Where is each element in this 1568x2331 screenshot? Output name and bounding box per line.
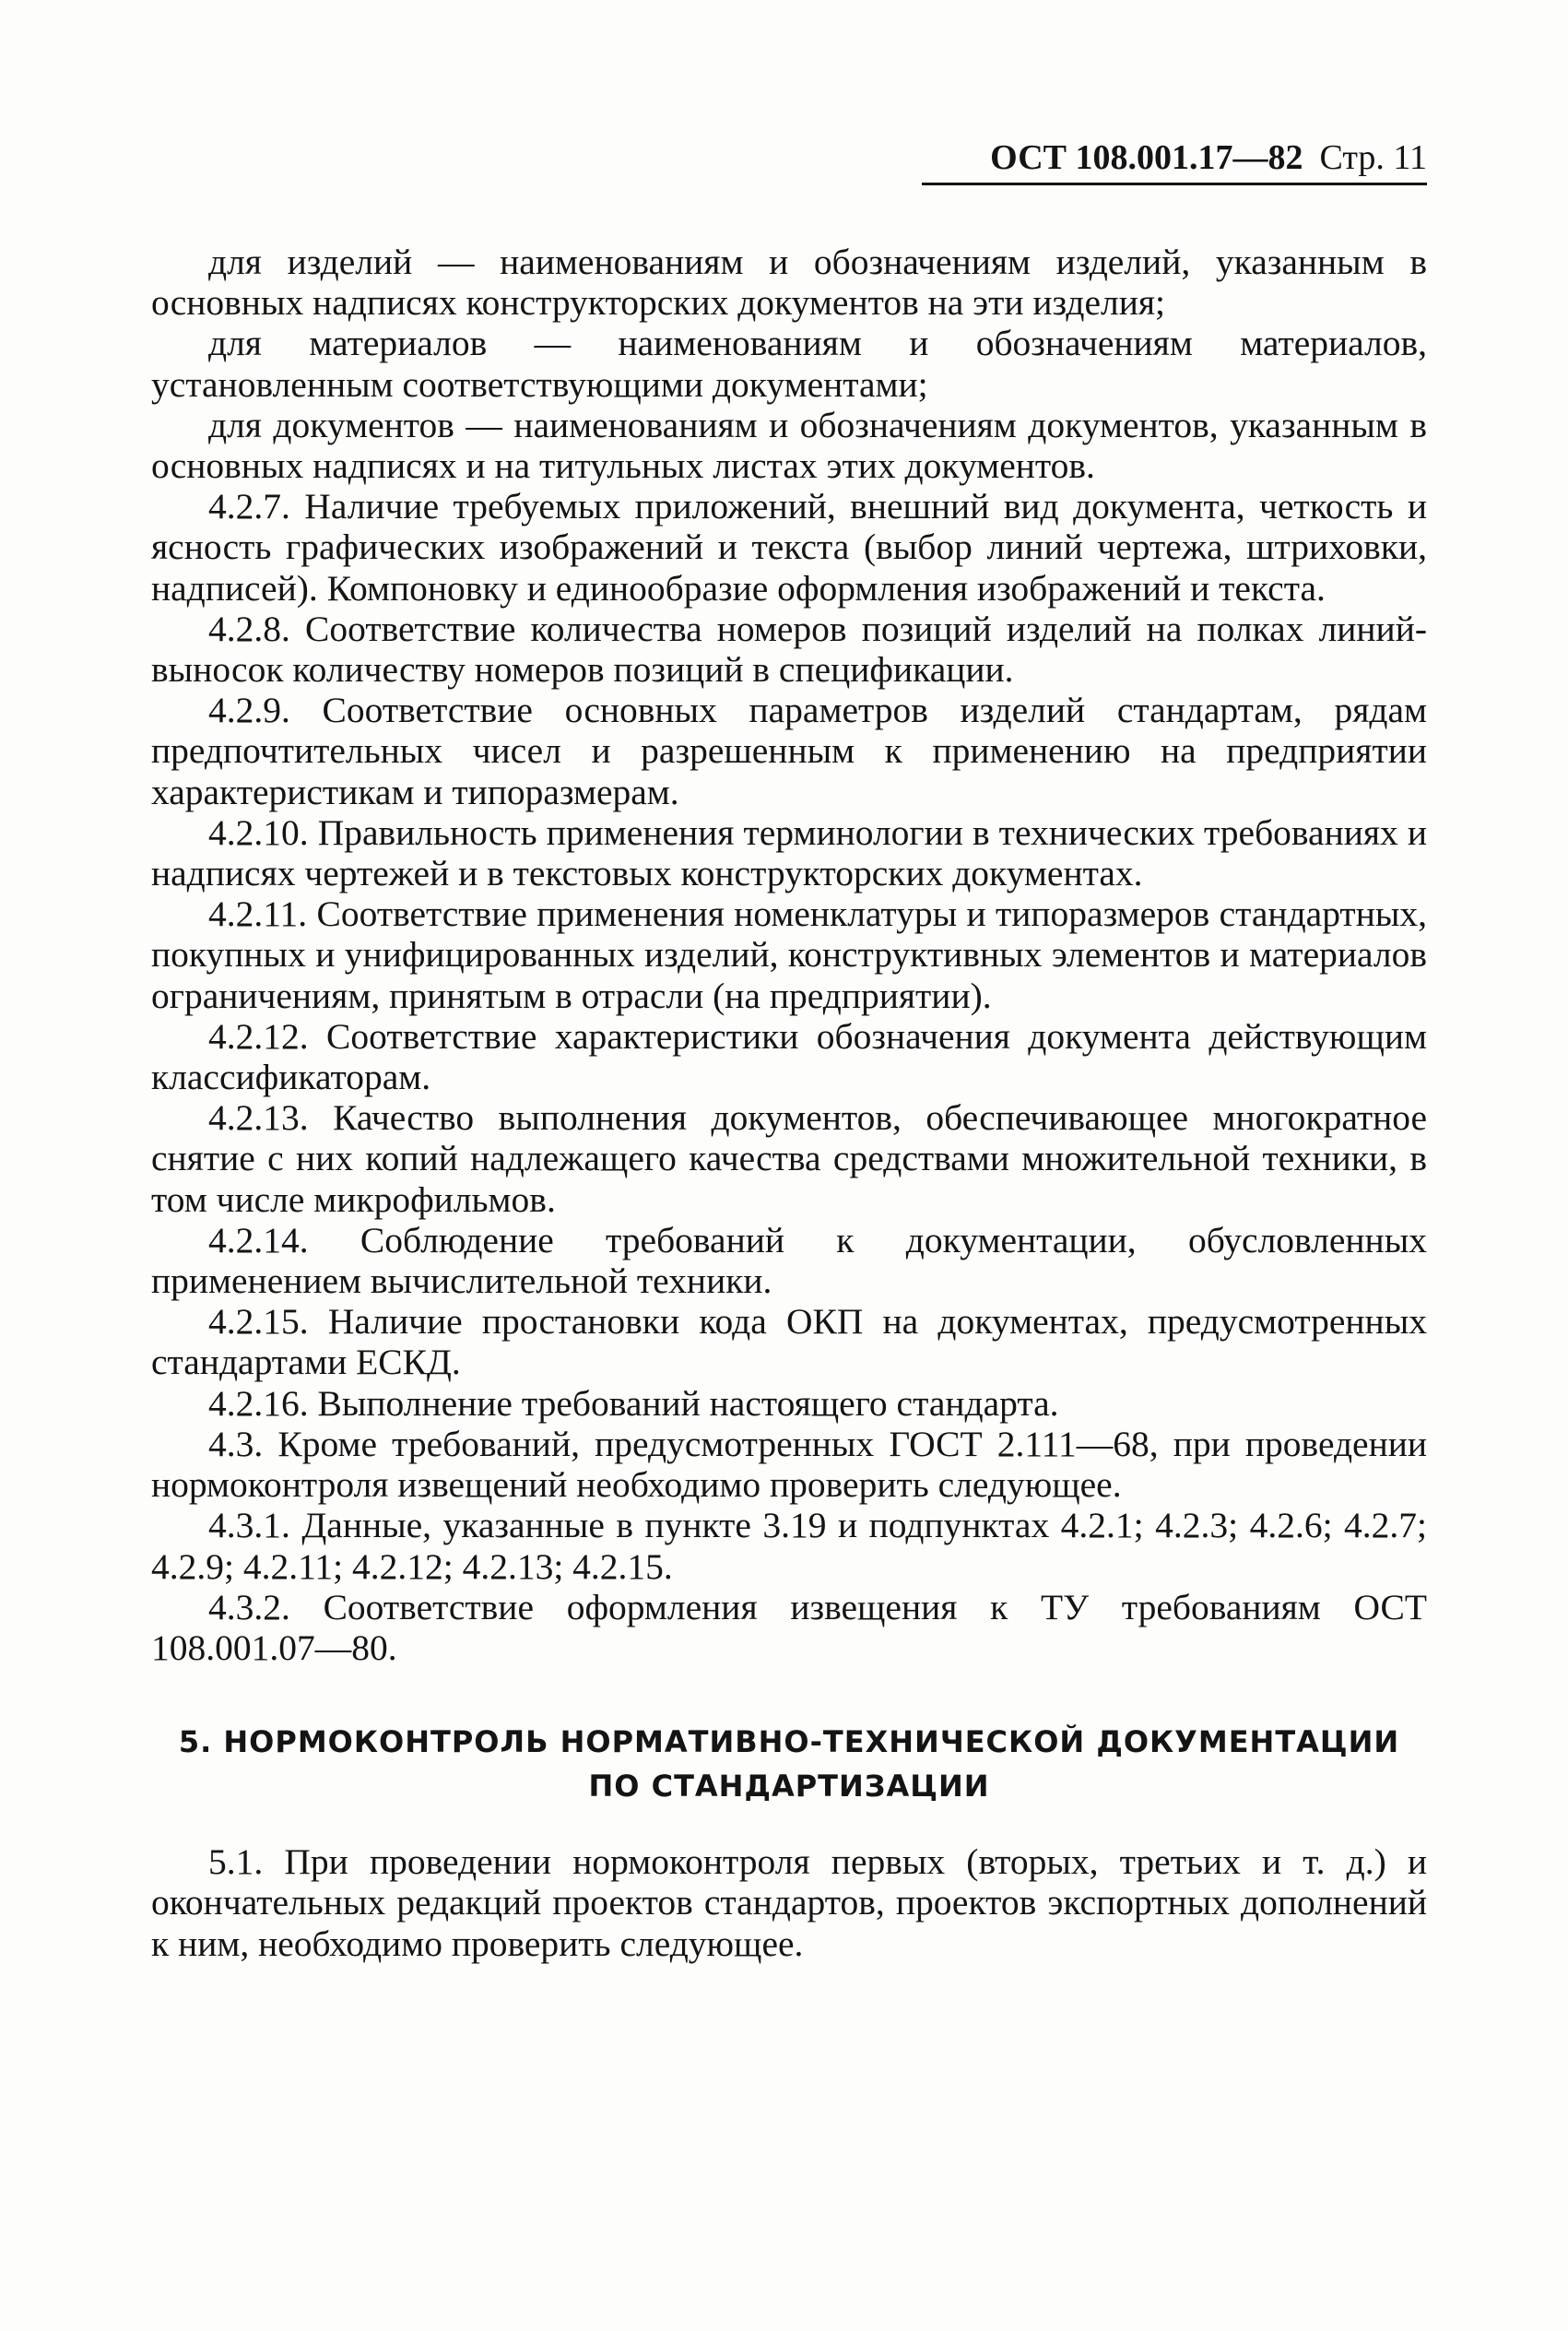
paragraph: 4.2.12. Соответствие характеристики обозначения документа действующим классификаторам. [151,1015,1427,1098]
paragraph: 4.2.13. Качество выполнения документов, обеспечивающее многократное снятие с них копий надлежащего качества средствами множительной техники, в том числе микрофильмов. [151,1097,1427,1220]
paragraph: 4.2.7. Наличие требуемых приложений, внешний вид документа, четкость и ясность графических изображений и текста (выбор линий чертежа, штриховки, надписей). Компоновку и единообразие оформления изображений и текста. [151,486,1427,609]
paragraph: 4.3. Кроме требований, предусмотренных ГОСТ 2.111—68, при проведении нормоконтроля извещений необходимо проверить следующее. [151,1423,1427,1506]
paragraph: 4.2.15. Наличие простановки кода ОКП на документах, предусмотренных стандартами ЕСКД. [151,1301,1427,1383]
paragraph: 4.2.16. Выполнение требований настоящего стандарта. [208,1382,1059,1424]
paragraph: 4.2.9. Соответствие основных параметров изделий стандартам, рядам предпочтительных чисел и разрешенным к применению на предприятии характеристикам и типоразмерам. [151,690,1427,812]
paragraph: для изделий — наименованиям и обозначениям изделий, указанным в основных надписях конструкторских документов на эти изделия; [151,242,1427,324]
paragraph: 4.2.8. Соответствие количества номеров позиций изделий на полках линий-выносок количеству номеров позиций в спецификации. [151,608,1427,691]
paragraph: 4.3.1. Данные, указанные в пункте 3.19 и подпунктах 4.2.1; 4.2.3; 4.2.6; 4.2.7; 4.2.9; 4.2.11; 4.2.12; 4.2.13; 4.2.15. [151,1505,1427,1587]
page-number: Стр. 11 [1319,138,1427,177]
paragraph: 4.3.2. Соответствие оформления извещения к ТУ требованиям ОСТ 108.001.07—80. [151,1586,1427,1668]
paragraph: 5.1. При проведении нормоконтроля первых (вторых, третьих и т. д.) и окончательных редакций проектов стандартов, проектов экспортных дополнений к ним, необходимо проверить следующее. [151,1841,1427,1964]
paragraph: 4.2.14. Соблюдение требований к документации, обусловленных применением вычислительной техники. [151,1219,1427,1302]
standard-code: ОСТ 108.001.17—82 [990,138,1303,177]
paragraph: 4.2.10. Правильность применения терминологии в технических требованиях и надписях чертежей и в текстовых конструкторских документах. [151,811,1427,894]
paragraph: для материалов — наименованиям и обозначениям материалов, установленным соответствующими документами; [151,323,1427,405]
document-body [151,242,1427,1964]
section-heading [151,1720,1427,1808]
paragraph: 4.2.11. Соответствие применения номенклатуры и типоразмеров стандартных, покупных и унифицированных изделий, конструктивных элементов и материалов ограничениям, принятым в отрасли (на предприятии). [151,893,1427,1016]
page-header [922,136,1427,185]
section-heading-line2: ПО СТАНДАРТИЗАЦИИ [588,1769,990,1804]
paragraph: для документов — наименованиям и обозначениям документов, указанным в основных надписях и на титульных листах этих документов. [151,404,1427,487]
section-heading-line1: 5. НОРМОКОНТРОЛЬ НОРМАТИВНО-ТЕХНИЧЕСКОЙ ДОКУМЕНТАЦИИ [178,1724,1400,1760]
